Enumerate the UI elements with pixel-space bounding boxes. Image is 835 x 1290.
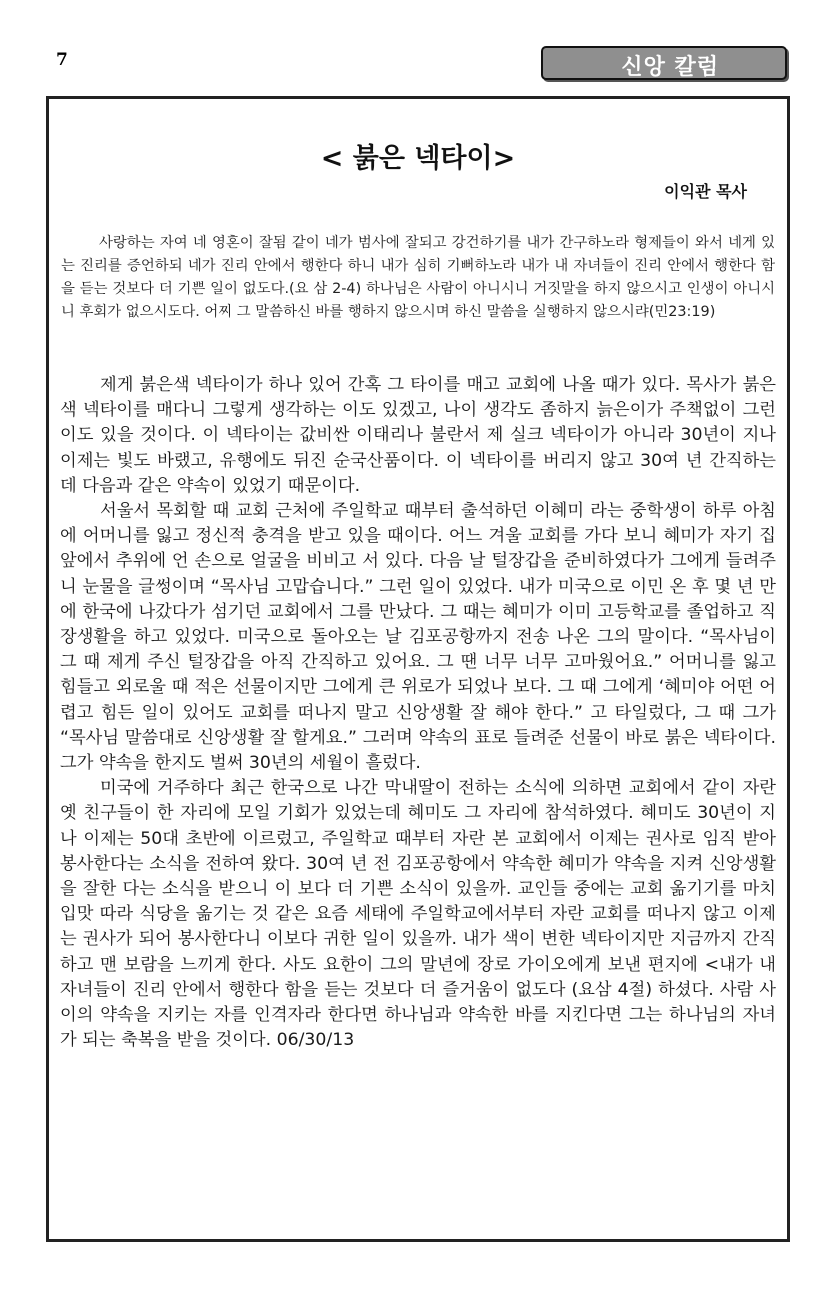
article-paragraph: 서울서 목회할 때 교회 근처에 주일학교 때부터 출석하던 이혜미 라는 중학생이 하루 아침에 어머니를 잃고 정신적 충격을 받고 있을 때이다. 어느 겨울 교회를 가다 보니 혜미가 자기 집 앞에서 추위에 언 손으로 얼굴을 비비고 서 있다. 다음 날 털장갑을 준비하였다가 그에게 들려주니 눈물을 글썽이며 “목사님 고맙습니다.” 그런 일이 있었다. 내가 미국으로 이민 온 후 몇 년 만에 한국에 나갔다가 섬기던 교회에서 그를 만났다. 그 때는 혜미가 이미 고등학교를 졸업하고 직장생활을 하고 있었다. 미국으로 돌아오는 날 김포공항까지 전송 나온 그의 말이다. “목사님이 그 때 제게 주신 털장갑을 아직 간직하고 있어요. 그 땐 너무 너무 고마웠어요.” 어머니를 잃고 힘들고 외로울 때 적은 선물이지만 그에게 큰 위로가 되었나 보다. 그 때 그에게 ‘혜미야 어떤 어렵고 힘든 일이 있어도 교회를 떠나지 말고 신앙생활 잘 해야 한다.” 고 타일렀다, 그 때 그가 “목사님 말씀대로 신앙생활 잘 할게요.” 그러며 약속의 표로 들려준 선물이 바로 붉은 넥타이다. 그가 약속을 한지도 벌써 30년의 세월이 흘렀다. xyxy=(60,501,776,774)
section-header-tab xyxy=(541,46,787,80)
article-paragraph: 제게 붉은색 넥타이가 하나 있어 간혹 그 타이를 매고 교회에 나올 때가 있다. 목사가 붉은색 넥타이를 매다니 그렇게 생각하는 이도 있겠고, 나이 생각도 좀하지 늙은이가 주책없이 그런 이도 있을 것이다. 이 넥타이는 값비싼 이태리나 불란서 제 실크 넥타이가 아니라 30년이 지나 이제는 빛도 바랬고, 유행에도 뒤진 순국산품이다. 이 넥타이를 버리지 않고 30여 년 간직하는데 다음과 같은 약속이 있었기 때문이다. xyxy=(60,375,776,496)
scripture-epigraph: 사랑하는 자여 네 영혼이 잘됨 같이 네가 범사에 잘되고 강건하기를 내가 간구하노라 형제들이 와서 네게 있는 진리를 증언하되 네가 진리 안에서 행한다 하니 내가 심히 기뻐하노라 내가 내 자녀들이 진리 안에서 행한다 함을 듣는 것보다 더 기쁜 일이 없도다.(요 삼 2-4) 하나님은 사람이 아니시니 거짓말을 하지 않으시고 인생이 아니시니 후회가 없으시도다. 어찌 그 말씀하신 바를 행하지 않으시며 하신 말씀을 실행하지 않으시랴(민23:19) xyxy=(61,235,775,320)
section-title: 신앙 칼럼 xyxy=(621,55,719,80)
page-number: 7 xyxy=(56,50,68,70)
article-frame xyxy=(46,96,790,1242)
article-paragraph: 미국에 거주하다 최근 한국으로 나간 막내딸이 전하는 소식에 의하면 교회에서 같이 자란 옛 친구들이 한 자리에 모일 기회가 있었는데 혜미도 그 자리에 참석하였다. 혜미도 30년이 지나 이제는 50대 초반에 이르렀고, 주일학교 때부터 자란 본 교회에서 이제는 권사로 임직 받아 봉사한다는 소식을 전하여 왔다. 30여 년 전 김포공항에서 약속한 혜미가 약속을 지켜 신앙생활을 잘한 다는 소식을 받으니 이 보다 더 기쁜 소식이 있을까. 교인들 중에는 교회 옮기기를 마치 입맛 따라 식당을 옮기는 것 같은 요즘 세태에 주일학교에서부터 자란 교회를 떠나지 않고 이제는 권사가 되어 봉사한다니 이보다 귀한 일이 있을까. 내가 색이 변한 넥타이지만 지금까지 간직하고 맨 보람을 느끼게 한다. 사도 요한이 그의 말년에 장로 가이오에게 보낸 편지에 <내가 내 자녀들이 진리 안에서 행한다 함을 듣는 것보다 더 즐거움이 없도다 (요삼 4절) 하셨다. 사람 사이의 약속을 지키는 자를 인격자라 한다면 하나님과 약속한 바를 지킨다면 그는 하나님의 자녀가 되는 축복을 받을 것이다. 06/30/13 xyxy=(60,778,776,1051)
article-body xyxy=(60,373,776,1053)
article-title: < 붉은 넥타이> xyxy=(320,143,516,174)
article-author: 이익관 목사 xyxy=(664,182,747,201)
